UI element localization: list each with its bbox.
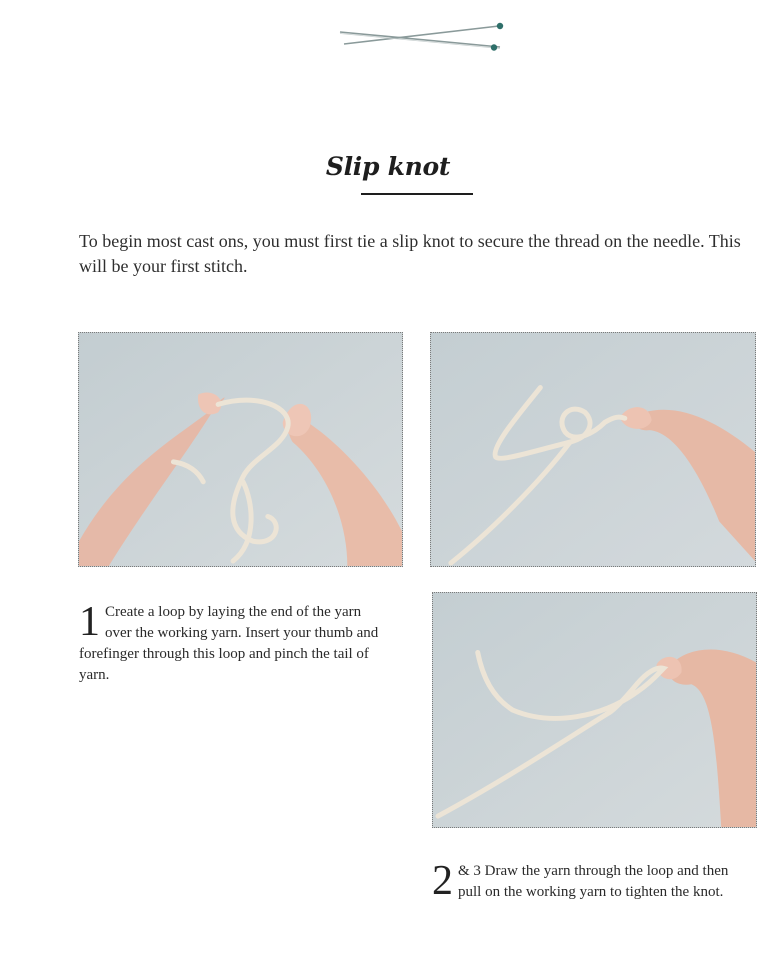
step-2-caption xyxy=(432,858,737,904)
step-3-photo xyxy=(432,592,757,828)
title-underline xyxy=(361,193,473,195)
step-1-text: Create a loop by laying the end of the yarn over the working yarn. Insert your thumb and forefinger through this loop and pinch the tail of yarn. xyxy=(79,604,379,683)
step-1-photo xyxy=(78,332,403,567)
step-2-text: & 3 Draw the yarn through the loop and then pull on the working yarn to tighten the knot. xyxy=(458,863,729,900)
step-2-photo xyxy=(430,332,756,567)
step-1-number: 1 xyxy=(79,599,100,645)
intro-paragraph: To begin most cast ons, you must first tie a slip knot to secure the thread on the needle. This will be your first stitch. xyxy=(79,231,741,276)
page-title: Slip knot xyxy=(325,152,451,181)
crossed-knitting-needles-icon xyxy=(336,18,508,58)
step-2-number: 2 xyxy=(432,858,453,904)
step-1-caption xyxy=(79,599,391,686)
